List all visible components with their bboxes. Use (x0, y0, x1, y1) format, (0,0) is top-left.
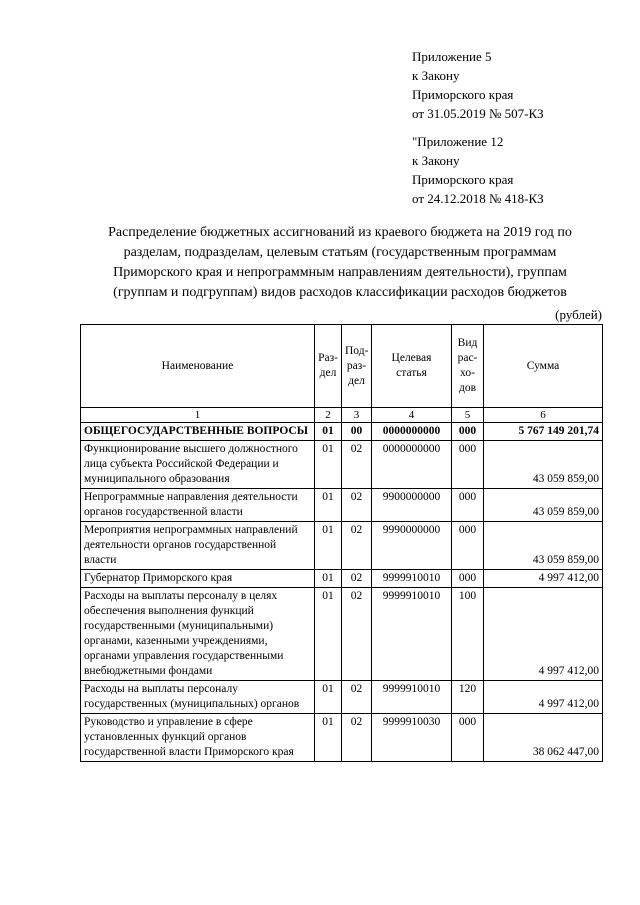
title-line: Приморского края и непрограммным направлениям деятельности), группам (113, 265, 567, 280)
column-number: 4 (372, 408, 452, 423)
row-celevaya: 0000000000 (372, 423, 452, 441)
row-podrazdel: 02 (342, 441, 372, 489)
row-summa: 4 997 412,00 (484, 570, 603, 588)
row-name: Расходы на выплаты персоналу в целях обеспечения выполнения функций государственными (муниципальными) органами, казенными учреждениями, органами управления государственными внебюджетными фондами (81, 588, 315, 681)
row-vid: 000 (452, 522, 484, 570)
row-celevaya: 9900000000 (372, 489, 452, 522)
row-celevaya: 9990000000 (372, 522, 452, 570)
row-vid: 000 (452, 570, 484, 588)
header-celevaya: Целевая статья (372, 325, 452, 408)
row-razdel: 01 (315, 441, 342, 489)
row-name: ОБЩЕГОСУДАРСТВЕННЫЕ ВОПРОСЫ (81, 423, 315, 441)
table-row (81, 588, 603, 681)
units-label: (рублей) (555, 307, 602, 322)
row-celevaya: 9999910010 (372, 681, 452, 714)
row-summa: 43 059 859,00 (484, 522, 603, 570)
header-vid: Вид рас- хо- дов (452, 325, 484, 408)
table-row (81, 423, 603, 441)
row-name: Непрограммные направления деятельности органов государственной власти (81, 489, 315, 522)
row-podrazdel: 00 (342, 423, 372, 441)
header-summa: Сумма (484, 325, 603, 408)
row-vid: 000 (452, 423, 484, 441)
row-vid: 000 (452, 714, 484, 762)
attachment-line: "Приложение 12 (412, 134, 504, 149)
attachment-line: Приморского края (412, 172, 514, 187)
row-podrazdel: 02 (342, 489, 372, 522)
row-razdel: 01 (315, 588, 342, 681)
row-vid: 120 (452, 681, 484, 714)
row-name: Губернатор Приморского края (81, 570, 315, 588)
row-razdel: 01 (315, 489, 342, 522)
row-podrazdel: 02 (342, 570, 372, 588)
row-razdel: 01 (315, 714, 342, 762)
attachment-line: к Закону (412, 68, 460, 83)
row-razdel: 01 (315, 681, 342, 714)
table-row (81, 570, 603, 588)
row-name: Расходы на выплаты персоналу государственных (муниципальных) органов (81, 681, 315, 714)
row-summa: 38 062 447,00 (484, 714, 603, 762)
column-number: 5 (452, 408, 484, 423)
attachment-line: Приложение 5 (412, 49, 492, 64)
table-header-row (81, 325, 603, 408)
row-name: Мероприятия непрограммных направлений деятельности органов государственной власти (81, 522, 315, 570)
attachment-line: к Закону (412, 153, 460, 168)
row-podrazdel: 02 (342, 522, 372, 570)
row-summa: 43 059 859,00 (484, 489, 603, 522)
column-number: 3 (342, 408, 372, 423)
column-number-row (81, 408, 603, 423)
attachment-12-header (412, 132, 544, 208)
column-number: 6 (484, 408, 603, 423)
attachment-5-header (412, 47, 544, 123)
title-line: (группам и подгруппам) видов расходов классификации расходов бюджетов (113, 285, 567, 300)
row-celevaya: 9999910030 (372, 714, 452, 762)
header-name: Наименование (81, 325, 315, 408)
row-celevaya: 0000000000 (372, 441, 452, 489)
row-name: Руководство и управление в сфере установленных функций органов государственной власти Приморского края (81, 714, 315, 762)
row-vid: 000 (452, 489, 484, 522)
row-podrazdel: 02 (342, 714, 372, 762)
table-row (81, 522, 603, 570)
title-line: разделам, подразделам, целевым статьям (государственным программам (123, 245, 557, 260)
row-vid: 100 (452, 588, 484, 681)
row-name: Функционирование высшего должностного лица субъекта Российской Федерации и муниципального образования (81, 441, 315, 489)
table-row (81, 681, 603, 714)
table-row (81, 441, 603, 489)
row-razdel: 01 (315, 522, 342, 570)
row-summa: 5 767 149 201,74 (484, 423, 603, 441)
table-row (81, 489, 603, 522)
document-title (60, 223, 620, 303)
row-celevaya: 9999910010 (372, 570, 452, 588)
row-vid: 000 (452, 441, 484, 489)
row-podrazdel: 02 (342, 681, 372, 714)
header-podrazdel: Под- раз- дел (342, 325, 372, 408)
column-number: 1 (81, 408, 315, 423)
attachment-line: Приморского края (412, 87, 514, 102)
title-line: Распределение бюджетных ассигнований из краевого бюджета на 2019 год по (108, 225, 572, 240)
row-summa: 4 997 412,00 (484, 681, 603, 714)
attachment-line: от 24.12.2018 № 418-КЗ (412, 191, 544, 206)
row-podrazdel: 02 (342, 588, 372, 681)
row-razdel: 01 (315, 423, 342, 441)
row-celevaya: 9999910010 (372, 588, 452, 681)
attachment-line: от 31.05.2019 № 507-КЗ (412, 106, 544, 121)
row-razdel: 01 (315, 570, 342, 588)
row-summa: 4 997 412,00 (484, 588, 603, 681)
header-razdel: Раз- дел (315, 325, 342, 408)
row-summa: 43 059 859,00 (484, 441, 603, 489)
column-number: 2 (315, 408, 342, 423)
budget-table (80, 324, 603, 762)
table-row (81, 714, 603, 762)
